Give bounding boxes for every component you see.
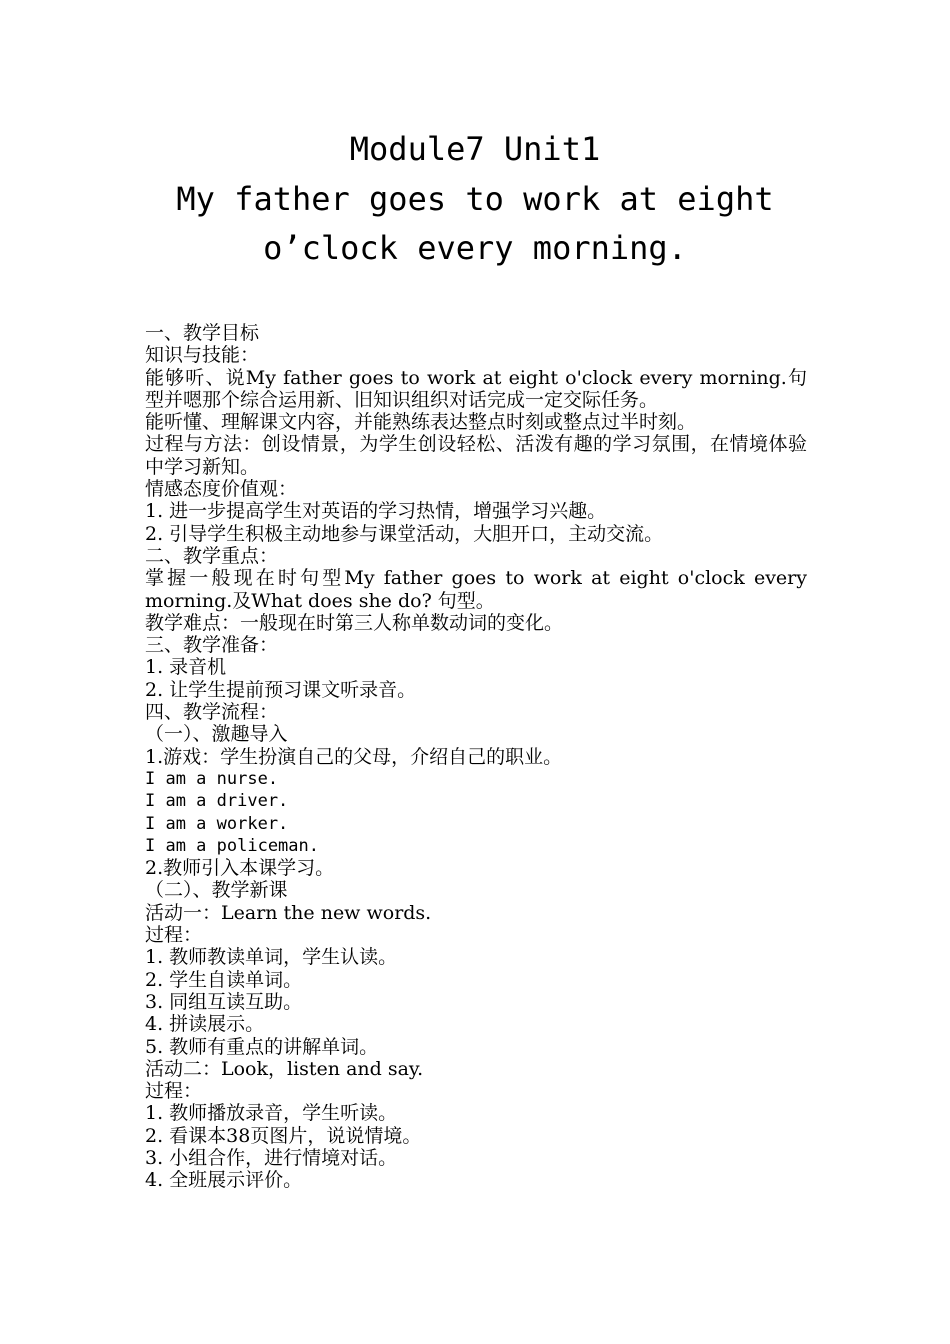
section-heading: 四、教学流程：: [145, 701, 279, 724]
section-heading: 三、教学准备：: [145, 634, 279, 657]
list-item: 4. 拼读展示。: [145, 1013, 265, 1036]
paragraph: 能够听、说My father goes to work at eight o'clock every morning.句型并嗯那个综合运用新、旧知识组织对话完成一定交际任务。: [145, 366, 807, 411]
list-item: 2. 引导学生积极主动地参与课堂活动，大胆开口，主动交流。: [145, 522, 664, 545]
list-item: 4. 全班展示评价。: [145, 1169, 303, 1192]
list-item: 1.游戏：学生扮演自己的父母，介绍自己的职业。: [145, 745, 563, 768]
list-item: 1. 进一步提高学生对英语的学习热情，增强学习兴趣。: [145, 500, 607, 523]
example-sentence: I am a nurse.: [145, 768, 279, 789]
list-item: 3. 小组合作，进行情境对话。: [145, 1146, 398, 1169]
example-sentence: I am a policeman.: [145, 835, 319, 856]
example-sentence: I am a driver.: [145, 791, 289, 812]
title-line-3: o’clock every morning.: [263, 229, 687, 267]
activity-heading: 活动一：Learn the new words.: [145, 901, 432, 924]
section-heading: 二、教学重点：: [145, 544, 279, 567]
paragraph: 能听懂、理解课文内容，并能熟练表达整点时刻或整点过半时刻。: [145, 411, 697, 434]
list-item: 2. 看课本38页图片，说说情境。: [145, 1124, 422, 1147]
title-line-1: Module7 Unit1: [349, 130, 601, 168]
lesson-plan-body: [145, 322, 807, 1192]
example-sentence: I am a worker.: [145, 813, 289, 834]
paragraph: 教学难点：一般现在时第三人称单数动词的变化。: [145, 611, 564, 634]
list-item: 3. 同组互读互助。: [145, 990, 303, 1013]
subheading: 情感态度价值观：: [145, 478, 298, 501]
paragraph: 掌握一般现在时句型My father goes to work at eight o'clock every morning.及What does she do? 句型。: [145, 567, 807, 612]
title-line-2: My father goes to work at eight: [176, 180, 774, 218]
list-item: 1. 教师教读单词，学生认读。: [145, 946, 398, 969]
section-heading: 一、教学目标: [145, 322, 260, 344]
subheading: （一）、激趣导入: [145, 723, 288, 746]
subheading: 过程：: [145, 1080, 203, 1103]
list-item: 1. 录音机: [145, 656, 227, 679]
activity-heading: 活动二：Look，listen and say.: [145, 1057, 424, 1080]
paragraph: 过程与方法：创设情景，为学生创设轻松、活泼有趣的学习氛围，在情境体验中学习新知。: [145, 433, 807, 478]
list-item: 2.教师引入本课学习。: [145, 857, 335, 880]
list-item: 2. 让学生提前预习课文听录音。: [145, 678, 417, 701]
subheading: （二）、教学新课: [145, 879, 288, 902]
list-item: 1. 教师播放录音，学生听读。: [145, 1102, 398, 1125]
subheading: 过程：: [145, 924, 203, 947]
list-item: 2. 学生自读单词。: [145, 968, 303, 991]
list-item: 5. 教师有重点的讲解单词。: [145, 1035, 379, 1058]
subheading: 知识与技能：: [145, 344, 260, 367]
